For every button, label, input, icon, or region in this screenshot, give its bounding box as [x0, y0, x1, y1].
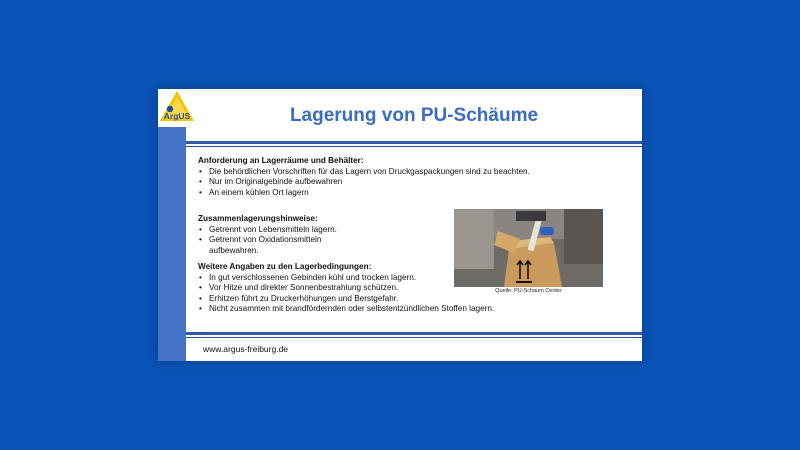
photo-caption: Quelle: PU-Schaum Center	[495, 288, 562, 294]
top-divider	[186, 141, 642, 144]
footer-url: www.argus-freiburg.de	[203, 344, 289, 354]
section-heading-requirements: Anforderung an Lagerräume und Behälter:	[198, 156, 364, 165]
left-accent-bar	[158, 89, 186, 361]
storage-notes-list	[198, 225, 358, 257]
top-divider-thin	[186, 146, 642, 147]
list-item: • Nur im Originalgebinde aufbewahren	[198, 177, 638, 188]
packing-photo	[454, 209, 603, 287]
slide-title: Lagerung von PU-Schäume	[289, 105, 539, 126]
bottom-divider-thin	[186, 337, 642, 338]
logo-text: ArgUS	[163, 111, 191, 121]
list-item: • Die behördlichen Vorschriften für das Lagern von Druckgaspackungen sind zu beachten.	[198, 167, 638, 178]
section-heading-storage-notes: Zusammenlagerungshinweise:	[198, 214, 318, 223]
list-item: • Erhitzen führt zu Druckerhöhungen und Berstgefahr.	[198, 294, 638, 305]
list-item: • Vor Hitze und direkter Sonnenbestrahlung schützen.	[198, 283, 638, 294]
bottom-divider	[186, 332, 642, 335]
list-item: • An einem kühlen Ort lagern	[198, 188, 638, 199]
list-item: • Nicht zusammen mit brandfördernden oder selbstentzündlichen Stoffen lagern.	[198, 304, 638, 315]
list-item: • Getrennt von Lebensmitteln lagern.	[198, 225, 358, 236]
list-item: • In gut verschlossenen Gebinden kühl und trocken lagern.	[198, 273, 638, 284]
presentation-slide	[158, 89, 642, 361]
section-heading-conditions: Weitere Angaben zu den Lagerbedingungen:	[198, 262, 372, 271]
requirements-list	[198, 167, 638, 199]
list-item: • Getrennt von Oxidationsmitteln aufbewahren.	[198, 235, 358, 256]
